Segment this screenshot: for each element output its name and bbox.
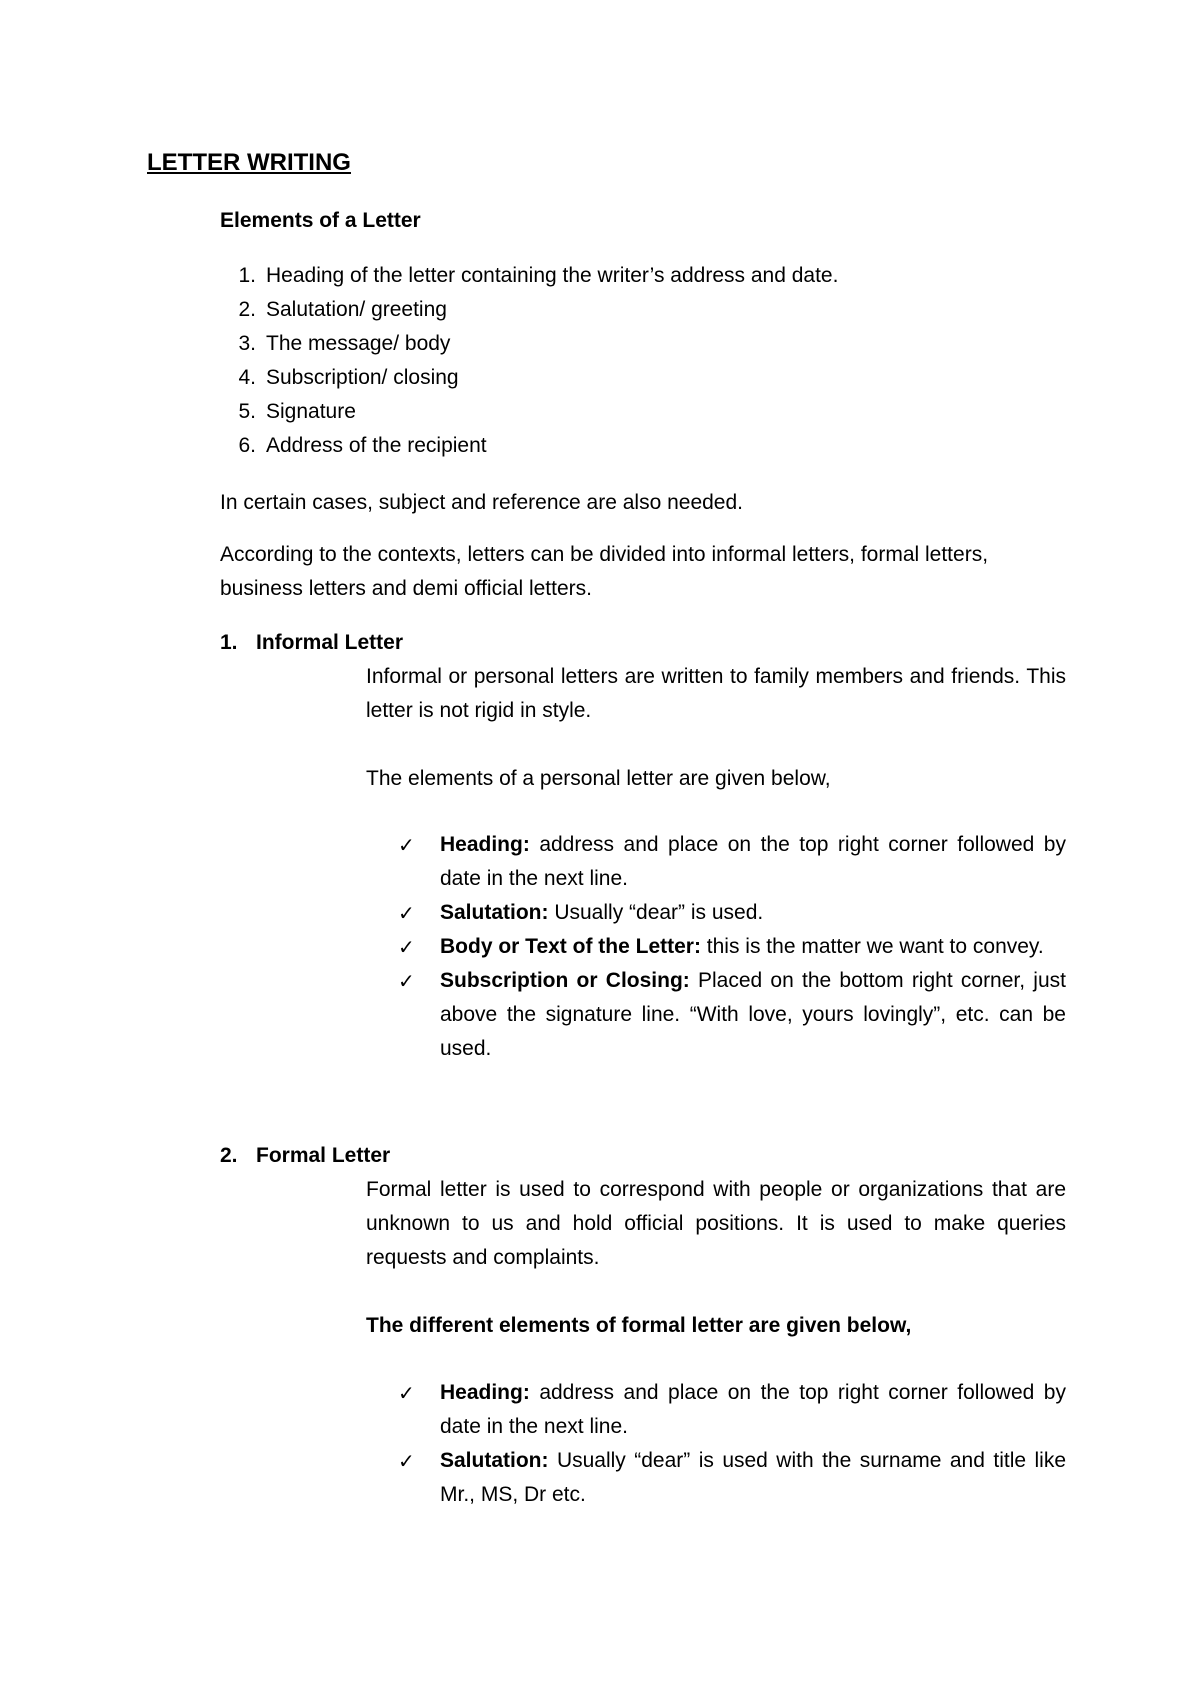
item-text: Placed on the bottom right corner, just above the signature line. “With love, yours lovingly”, etc. can be used.	[440, 969, 1066, 1060]
list-number: 1.	[238, 264, 256, 287]
check-mark-icon: ✓	[398, 1381, 415, 1405]
item-label: Body or Text of the Letter:	[440, 935, 701, 958]
check-mark-icon: ✓	[398, 833, 415, 857]
list-item-text: The message/ body	[266, 332, 451, 355]
elements-list	[220, 259, 838, 463]
contexts-paragraph: According to the contexts, letters can be divided into informal letters, formal letters, business letters and demi official letters.	[220, 543, 989, 600]
checklist-item	[398, 1444, 1066, 1512]
check-mark-icon: ✓	[398, 1449, 415, 1473]
item-label: Heading:	[440, 833, 530, 856]
cases-paragraph: In certain cases, subject and reference are also needed.	[220, 491, 743, 514]
item-label: Heading:	[440, 1381, 530, 1404]
formal-letter-heading	[220, 1139, 390, 1173]
formal-intro: The different elements of formal letter are given below,	[366, 1314, 912, 1337]
list-number: 6.	[238, 434, 256, 457]
page-title: LETTER WRITING	[147, 149, 351, 176]
informal-intro: The elements of a personal letter are given below,	[366, 767, 831, 790]
list-number: 4.	[238, 366, 256, 389]
checklist-item	[398, 1376, 1066, 1444]
item-label: Salutation:	[440, 1449, 549, 1472]
list-item	[220, 259, 838, 293]
informal-elements-list	[398, 828, 1066, 1066]
list-item	[220, 327, 838, 361]
section-title: Informal Letter	[256, 631, 404, 654]
checklist-item	[398, 828, 1066, 896]
list-item	[220, 429, 838, 463]
list-number: 2.	[238, 298, 256, 321]
list-item-text: Signature	[266, 400, 356, 423]
item-label: Salutation:	[440, 901, 549, 924]
list-number: 3.	[238, 332, 256, 355]
item-text: this is the matter we want to convey.	[700, 935, 1044, 958]
list-item	[220, 293, 838, 327]
check-mark-icon: ✓	[398, 969, 415, 993]
item-label: Subscription or Closing:	[440, 969, 690, 992]
item-text: Usually “dear” is used with the surname and title like Mr., MS, Dr etc.	[440, 1449, 1066, 1506]
list-number: 5.	[238, 400, 256, 423]
list-item-text: Address of the recipient	[266, 434, 487, 457]
list-item-text: Subscription/ closing	[266, 366, 459, 389]
check-mark-icon: ✓	[398, 935, 415, 959]
item-text: address and place on the top right corner followed by date in the next line.	[440, 833, 1066, 890]
list-item	[220, 395, 838, 429]
section-number: 2.	[220, 1144, 238, 1167]
section-number: 1.	[220, 631, 238, 654]
formal-description: Formal letter is used to correspond with people or organizations that are unknown to us and hold official positions. It is used to make queries requests and complaints.	[366, 1178, 1066, 1269]
checklist-item	[398, 964, 1066, 1066]
elements-heading: Elements of a Letter	[220, 209, 421, 232]
item-text: address and place on the top right corner followed by date in the next line.	[440, 1381, 1066, 1438]
item-text: Usually “dear” is used.	[548, 901, 764, 924]
list-item-text: Heading of the letter containing the writer’s address and date.	[266, 264, 839, 287]
informal-letter-heading	[220, 626, 403, 660]
section-title: Formal Letter	[256, 1144, 391, 1167]
informal-description: Informal or personal letters are written to family members and friends. This letter is not rigid in style.	[366, 665, 1066, 722]
check-mark-icon: ✓	[398, 901, 415, 925]
checklist-item	[398, 896, 1066, 930]
checklist-item	[398, 930, 1066, 964]
formal-elements-list	[398, 1376, 1066, 1512]
list-item-text: Salutation/ greeting	[266, 298, 447, 321]
list-item	[220, 361, 838, 395]
